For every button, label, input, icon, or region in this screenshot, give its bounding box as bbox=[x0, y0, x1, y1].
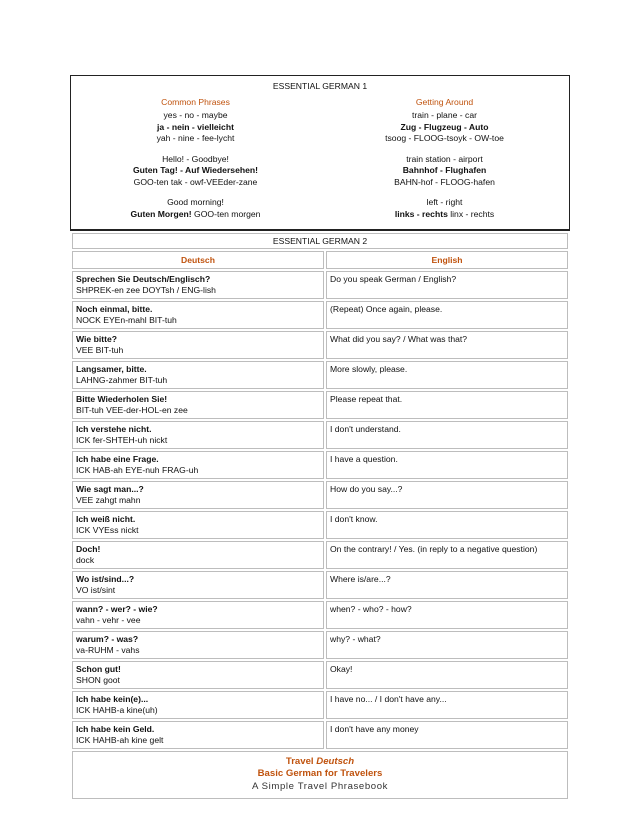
essential-german-1 bbox=[70, 75, 570, 229]
german-cell bbox=[72, 361, 324, 389]
section2-title: ESSENTIAL GERMAN 2 bbox=[72, 233, 568, 249]
phrase-line: BAHN-hof - FLOOG-hafen bbox=[394, 176, 495, 187]
phrase-group bbox=[320, 197, 569, 220]
german-cell bbox=[72, 721, 324, 749]
phrase-line: train - plane - car bbox=[412, 110, 477, 120]
german-cell bbox=[72, 331, 324, 359]
phrase-row bbox=[72, 661, 568, 689]
pronunciation: vahn - vehr - vee bbox=[76, 615, 141, 625]
phrase-row bbox=[72, 301, 568, 329]
english-translation: I don't know. bbox=[330, 514, 378, 524]
german-phrase: Ich habe eine Frage. bbox=[76, 454, 159, 464]
english-translation: What did you say? / What was that? bbox=[330, 334, 468, 344]
english-translation: Where is/are...? bbox=[330, 574, 391, 584]
phrase-line: yes - no - maybe bbox=[163, 110, 228, 120]
german-phrase: Schon gut! bbox=[76, 664, 121, 674]
german-phrase: Langsamer, bitte. bbox=[76, 364, 147, 374]
phrase-line: train station - airport bbox=[406, 153, 483, 164]
pronunciation: ICK HAB-ah EYE-nuh FRAG-uh bbox=[76, 465, 199, 475]
phrase-row bbox=[72, 721, 568, 749]
section1-title: ESSENTIAL GERMAN 1 bbox=[272, 81, 368, 91]
phrase-line: GOO-ten tak - owf-VEEder-zane bbox=[133, 176, 258, 187]
english-cell bbox=[326, 331, 568, 359]
german-cell bbox=[72, 541, 324, 569]
english-cell bbox=[326, 631, 568, 659]
phrase-line: ja - nein - vielleicht bbox=[157, 121, 234, 132]
phrase-line: Guten Morgen! GOO-ten morgen bbox=[130, 208, 261, 219]
german-phrase: wann? - wer? - wie? bbox=[76, 604, 158, 614]
english-cell bbox=[326, 421, 568, 449]
german-cell bbox=[72, 421, 324, 449]
footer-title: Travel Deutsch bbox=[285, 756, 355, 767]
column-header-deutsch: Deutsch bbox=[72, 251, 324, 269]
english-cell bbox=[326, 361, 568, 389]
getting-around-column bbox=[320, 94, 569, 229]
english-translation: I have a question. bbox=[330, 454, 398, 464]
phrase-sheet bbox=[70, 75, 570, 801]
phrase-line: Bahnhof - Flughafen bbox=[402, 165, 487, 175]
phrasebook-footer bbox=[72, 751, 568, 799]
phrase-row bbox=[72, 511, 568, 539]
essential-german-2 bbox=[70, 231, 570, 801]
english-cell bbox=[326, 511, 568, 539]
german-phrase: Sprechen Sie Deutsch/Englisch? bbox=[76, 274, 211, 284]
english-translation: More slowly, please. bbox=[330, 364, 408, 374]
phrase-line: Guten Tag! - Auf Wiedersehen! bbox=[132, 165, 258, 175]
german-phrase: Bitte Wiederholen Sie! bbox=[76, 394, 168, 404]
phrase-line: tsoog - FLOOG-tsoyk - OW-toe bbox=[385, 133, 504, 143]
getting-around-heading: Getting Around bbox=[415, 97, 474, 107]
phrase-row bbox=[72, 691, 568, 719]
phrase-row bbox=[72, 451, 568, 479]
english-cell bbox=[326, 391, 568, 419]
english-cell bbox=[326, 451, 568, 479]
english-translation: (Repeat) Once again, please. bbox=[330, 304, 443, 314]
pronunciation: SHPREK-en zee DOYTsh / ENG-lish bbox=[76, 285, 216, 295]
pronunciation: ICK HAHB-a kine(uh) bbox=[76, 705, 158, 715]
footer-subtitle: Basic German for Travelers bbox=[257, 768, 383, 779]
pronunciation: ICK VYEss nickt bbox=[76, 525, 139, 535]
german-cell bbox=[72, 631, 324, 659]
english-translation: On the contrary! / Yes. (in reply to a negative question) bbox=[330, 544, 538, 554]
english-cell bbox=[326, 571, 568, 599]
english-cell bbox=[326, 691, 568, 719]
english-translation: why? - what? bbox=[330, 634, 381, 644]
german-cell bbox=[72, 451, 324, 479]
pronunciation: VEE BIT-tuh bbox=[76, 345, 124, 355]
common-phrases-heading: Common Phrases bbox=[161, 97, 230, 107]
german-phrase: Wo ist/sind...? bbox=[76, 574, 135, 584]
german-cell bbox=[72, 301, 324, 329]
pronunciation: LAHNG-zahmer BIT-tuh bbox=[76, 375, 168, 385]
phrase-row bbox=[72, 631, 568, 659]
english-cell bbox=[326, 301, 568, 329]
english-translation: Do you speak German / English? bbox=[330, 274, 457, 284]
phrase-row bbox=[72, 361, 568, 389]
pronunciation: dock bbox=[76, 555, 95, 565]
german-phrase: Doch! bbox=[76, 544, 101, 554]
german-cell bbox=[72, 271, 324, 299]
english-cell bbox=[326, 271, 568, 299]
german-phrase: Noch einmal, bitte. bbox=[76, 304, 153, 314]
german-cell bbox=[72, 511, 324, 539]
column-header-english: English bbox=[326, 251, 568, 269]
german-phrase: Ich weiß nicht. bbox=[76, 514, 136, 524]
phrase-group bbox=[71, 154, 320, 189]
pronunciation: NOCK EYEn-mahl BIT-tuh bbox=[76, 315, 177, 325]
english-translation: I have no... / I don't have any... bbox=[330, 694, 447, 704]
phrase-row bbox=[72, 571, 568, 599]
german-cell bbox=[72, 601, 324, 629]
pronunciation: ICK fer-SHTEH-uh nickt bbox=[76, 435, 168, 445]
phrase-line: left - right bbox=[426, 197, 463, 207]
german-cell bbox=[72, 571, 324, 599]
phrase-line: Good morning! bbox=[167, 197, 224, 207]
phrase-group bbox=[320, 110, 569, 145]
phrase-row bbox=[72, 331, 568, 359]
phrase-row bbox=[72, 421, 568, 449]
pronunciation: BIT-tuh VEE-der-HOL-en zee bbox=[76, 405, 188, 415]
phrase-group bbox=[320, 154, 569, 189]
pronunciation: ICK HAHB-ah kine gelt bbox=[76, 735, 164, 745]
phrase-row bbox=[72, 541, 568, 569]
german-phrase: Ich habe kein(e)... bbox=[76, 694, 149, 704]
phrase-line: Zug - Flugzeug - Auto bbox=[400, 121, 489, 132]
english-translation: I don't have any money bbox=[330, 724, 419, 734]
english-translation: Okay! bbox=[330, 664, 353, 674]
phrase-line: Hello! - Goodbye! bbox=[162, 153, 229, 164]
phrase-row bbox=[72, 271, 568, 299]
german-phrase: Wie sagt man...? bbox=[76, 484, 144, 494]
phrase-row bbox=[72, 481, 568, 509]
german-cell bbox=[72, 691, 324, 719]
german-phrase: Ich habe kein Geld. bbox=[76, 724, 155, 734]
english-translation: How do you say...? bbox=[330, 484, 403, 494]
phrase-row bbox=[72, 391, 568, 419]
german-cell bbox=[72, 391, 324, 419]
english-cell bbox=[326, 721, 568, 749]
english-cell bbox=[326, 541, 568, 569]
phrase-row bbox=[72, 601, 568, 629]
german-phrase: Wie bitte? bbox=[76, 334, 117, 344]
phrase-group bbox=[71, 110, 320, 145]
pronunciation: VEE zahgt mahn bbox=[76, 495, 141, 505]
footer-tagline: A Simple Travel Phrasebook bbox=[251, 781, 389, 792]
english-translation: I don't understand. bbox=[330, 424, 401, 434]
english-cell bbox=[326, 481, 568, 509]
phrase-line: links - rechts linx - rechts bbox=[394, 208, 495, 219]
english-translation: Please repeat that. bbox=[330, 394, 403, 404]
german-phrase: Ich verstehe nicht. bbox=[76, 424, 152, 434]
german-phrase: warum? - was? bbox=[76, 634, 139, 644]
english-translation: when? - who? - how? bbox=[330, 604, 412, 614]
german-cell bbox=[72, 661, 324, 689]
pronunciation: SHON goot bbox=[76, 675, 120, 685]
common-phrases-column bbox=[71, 94, 320, 229]
english-cell bbox=[326, 601, 568, 629]
phrase-group bbox=[71, 197, 320, 220]
phrase-line: yah - nine - fee-lycht bbox=[156, 133, 235, 143]
pronunciation: VO ist/sint bbox=[76, 585, 116, 595]
pronunciation: va-RUHM - vahs bbox=[76, 645, 140, 655]
english-cell bbox=[326, 661, 568, 689]
german-cell bbox=[72, 481, 324, 509]
